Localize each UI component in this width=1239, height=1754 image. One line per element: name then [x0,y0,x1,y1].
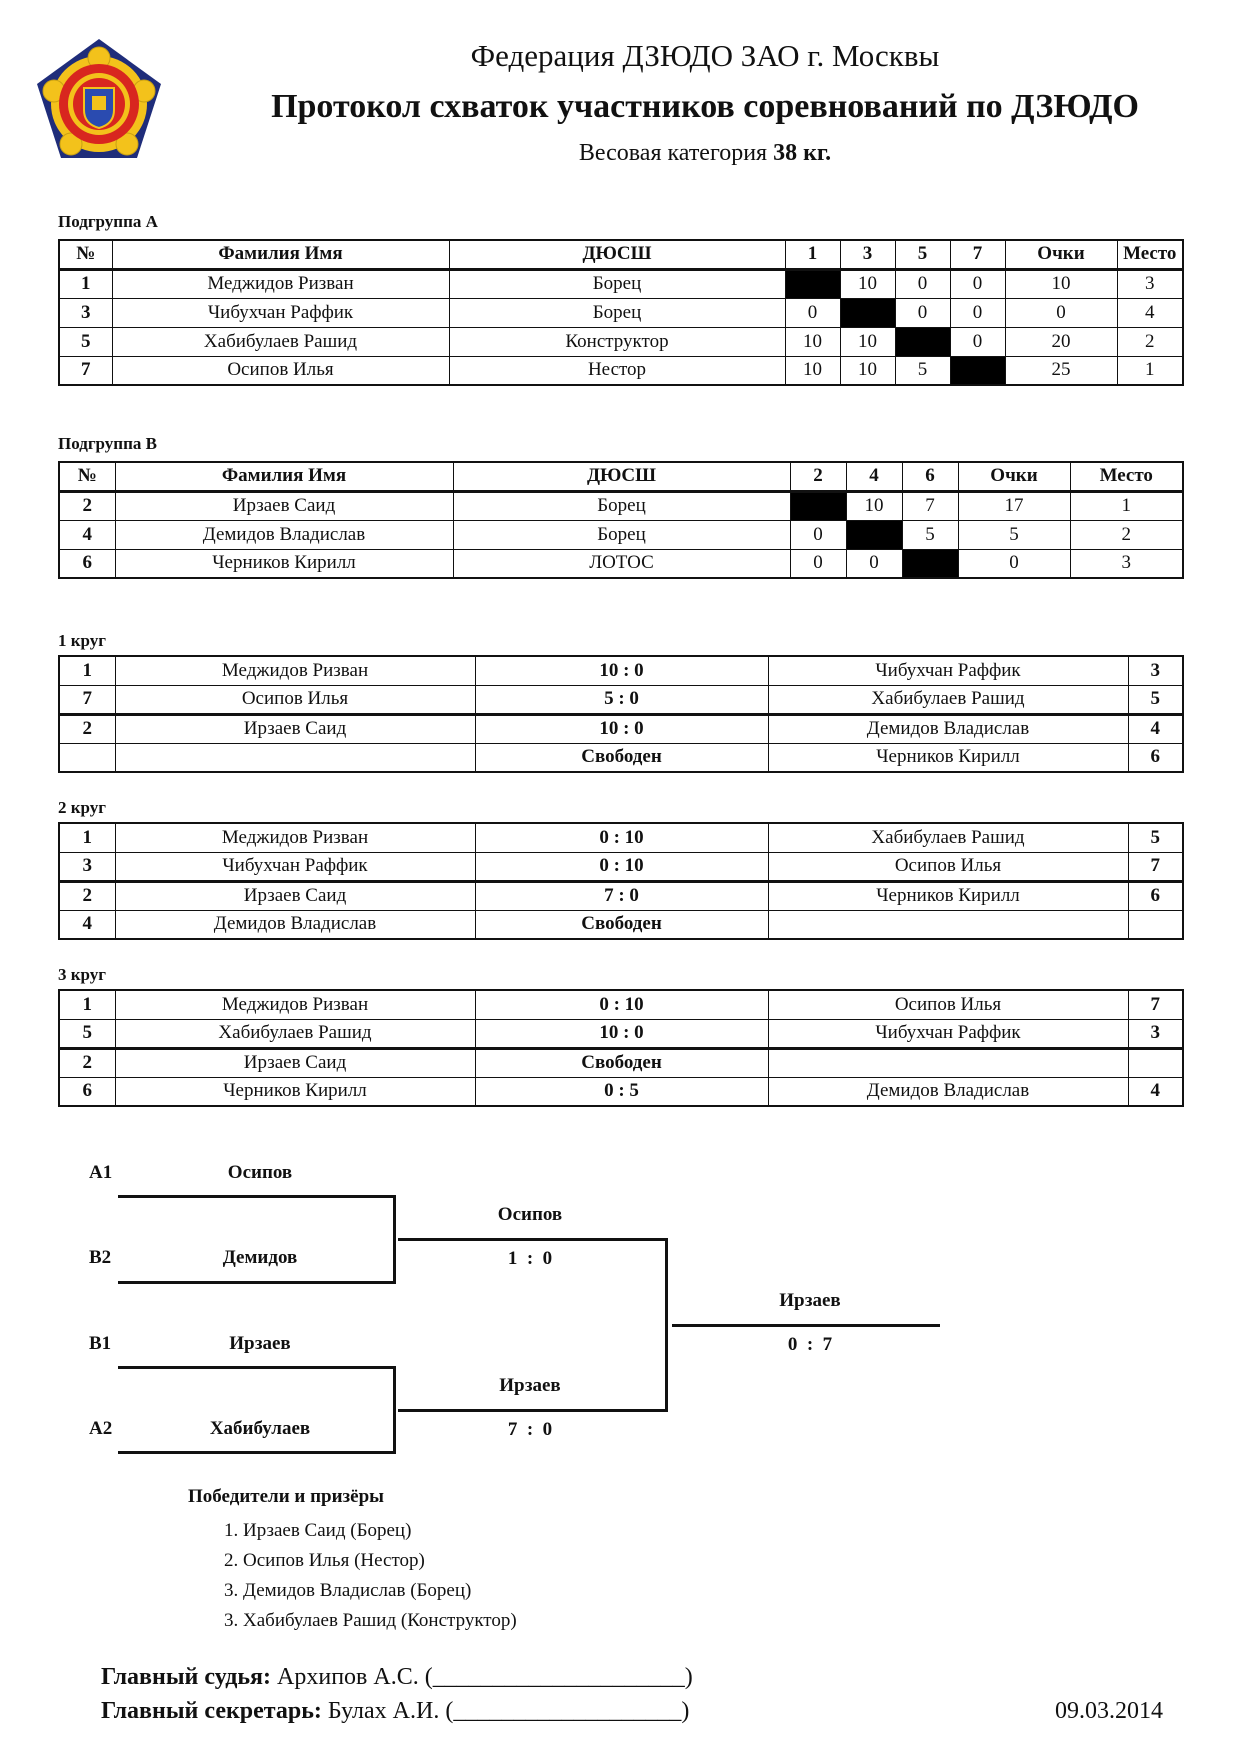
winners-section [188,1486,517,1636]
fighter1-number: 3 [59,852,115,881]
score-cell: 0 [895,269,950,298]
score-cell: 0 [950,327,1005,356]
participant-club: Борец [449,298,785,327]
blocked-cell [846,520,902,549]
table-row [59,714,1183,743]
match-score: 0 : 10 [475,823,768,852]
fighter1-name: Демидов Владислав [115,910,475,939]
participant-club: Борец [453,520,790,549]
list-item: 3. Демидов Владислав (Борец) [224,1580,472,1601]
column-header: Место [1070,462,1183,491]
seed-label: A1 [89,1162,113,1183]
weight-category-label: Весовая категория [578,140,768,166]
table-row [59,520,1183,549]
bracket-fighter-name: Осипов [227,1162,293,1183]
score-cell: 7 [902,491,958,520]
list-item: 3. Хабибулаев Рашид (Конструктор) [224,1610,517,1631]
score-cell: 5 [902,520,958,549]
bracket-line [398,1409,668,1412]
winners-title: Победители и призёры [188,1486,385,1507]
bracket-line [118,1195,396,1198]
table-row [59,743,1183,772]
table-row [59,823,1183,852]
fighter1-number: 7 [59,685,115,714]
place-cell: 4 [1117,298,1183,327]
bracket-fighter-name: Хабибулаев [209,1418,311,1439]
match-score: 7 : 0 [475,881,768,910]
round-2-table [58,822,1184,940]
round-1-label: 1 круг [58,631,106,650]
score-cell: 0 [846,549,902,578]
fighter1-name [115,743,475,772]
semifinal-score: 7 : 0 [507,1419,553,1440]
points-cell: 25 [1005,356,1117,385]
table-row [59,1048,1183,1077]
seed-label: B2 [89,1247,112,1268]
fighter1-number: 1 [59,656,115,685]
table-row [59,852,1183,881]
fighter1-name: Меджидов Ризван [115,656,475,685]
participant-number: 2 [59,491,115,520]
blocked-cell [902,549,958,578]
fighter2-name: Демидов Владислав [768,1077,1128,1106]
fighter2-number: 7 [1128,990,1183,1019]
blocked-cell [950,356,1005,385]
participant-name: Хабибулаев Рашид [112,327,449,356]
fighter1-name: Хабибулаев Рашид [115,1019,475,1048]
participant-club: ЛОТОС [453,549,790,578]
match-score: 10 : 0 [475,714,768,743]
score-cell: 10 [840,327,895,356]
fighter2-number: 7 [1128,852,1183,881]
score-cell: 10 [840,356,895,385]
fighter1-name: Меджидов Ризван [115,990,475,1019]
participant-number: 6 [59,549,115,578]
table-row [59,491,1183,520]
fighter2-number: 3 [1128,656,1183,685]
fighter1-number: 2 [59,714,115,743]
fighter2-number: 5 [1128,823,1183,852]
match-score: 0 : 5 [475,1077,768,1106]
fighter2-number [1128,1048,1183,1077]
blocked-cell [895,327,950,356]
semifinal-winner-name: Осипов [497,1204,563,1225]
round-3-label: 3 круг [58,965,106,984]
final-score: 0 : 7 [787,1334,833,1355]
fighter2-number: 4 [1128,1077,1183,1106]
match-score: 0 : 10 [475,852,768,881]
score-cell: 0 [790,520,846,549]
match-score: Свободен [475,910,768,939]
place-cell: 2 [1070,520,1183,549]
column-header: 7 [950,240,1005,269]
participant-name: Чибухчан Раффик [112,298,449,327]
fighter1-number: 5 [59,1019,115,1048]
match-score: 10 : 0 [475,1019,768,1048]
participant-number: 1 [59,269,112,298]
chief-judge-value: Архипов А.С. (_____________________) [277,1664,693,1690]
participant-name: Демидов Владислав [115,520,453,549]
fighter2-number: 4 [1128,714,1183,743]
fighter1-name: Черников Кирилл [115,1077,475,1106]
fighter2-name: Демидов Владислав [768,714,1128,743]
protocol-date: 09.03.2014 [1055,1698,1163,1724]
score-cell: 0 [790,549,846,578]
fighter2-name: Хабибулаев Рашид [768,685,1128,714]
final-winner-name: Ирзаев [779,1290,841,1311]
fighter2-number [1128,910,1183,939]
participant-name: Меджидов Ризван [112,269,449,298]
fighter2-number: 3 [1128,1019,1183,1048]
score-cell: 10 [846,491,902,520]
bracket-line [398,1238,668,1241]
table-row [59,269,1183,298]
place-cell: 1 [1117,356,1183,385]
fighter2-name: Чибухчан Раффик [768,1019,1128,1048]
column-header: № [59,462,115,491]
seed-label: A2 [89,1418,113,1439]
match-score: Свободен [475,1048,768,1077]
fighter1-number [59,743,115,772]
score-cell: 0 [895,298,950,327]
participant-number: 4 [59,520,115,549]
points-cell: 17 [958,491,1070,520]
chief-secretary-label: Главный секретарь: [101,1698,322,1724]
fighter1-number: 1 [59,990,115,1019]
place-cell: 3 [1117,269,1183,298]
column-header: 5 [895,240,950,269]
points-cell: 5 [958,520,1070,549]
fighter1-number: 1 [59,823,115,852]
group-a-header-row [59,240,1183,269]
bracket-fighter-name: Демидов [222,1247,298,1268]
fighter1-number: 6 [59,1077,115,1106]
weight-category-value: 38 кг. [773,140,832,166]
fighter2-name: Черников Кирилл [768,743,1128,772]
semifinal-winner-name: Ирзаев [499,1375,561,1396]
group-a-label: Подгруппа А [58,212,158,231]
score-cell: 0 [950,298,1005,327]
column-header: Очки [1005,240,1117,269]
round-3-table [58,989,1184,1107]
column-header: 6 [902,462,958,491]
fighter1-name: Ирзаев Саид [115,714,475,743]
seed-label: B1 [89,1333,112,1354]
column-header: 4 [846,462,902,491]
score-cell: 0 [785,298,840,327]
federation-name: Федерация ДЗЮДО ЗАО г. Москвы [470,38,940,73]
score-cell: 10 [785,356,840,385]
fighter1-name: Меджидов Ризван [115,823,475,852]
table-row [59,327,1183,356]
table-row [59,356,1183,385]
chief-secretary-value: Булах А.И. (___________________) [327,1698,690,1724]
fighter1-name: Ирзаев Саид [115,1048,475,1077]
match-score: 0 : 10 [475,990,768,1019]
match-score: Свободен [475,743,768,772]
column-header: ДЮСШ [449,240,785,269]
winners-list [224,1516,517,1636]
table-row [59,298,1183,327]
bracket-line [665,1238,668,1412]
chief-secretary-signature [101,1698,689,1725]
bracket-line [393,1195,396,1284]
bracket-line [118,1366,396,1369]
points-cell: 10 [1005,269,1117,298]
weight-category [170,140,1239,167]
points-cell: 0 [1005,298,1117,327]
column-header: Фамилия Имя [112,240,449,269]
group-b-table [58,461,1184,579]
table-row [59,549,1183,578]
place-cell: 1 [1070,491,1183,520]
score-cell: 0 [950,269,1005,298]
group-a-table [58,239,1184,386]
participant-club: Нестор [449,356,785,385]
fighter2-number: 6 [1128,743,1183,772]
fighter1-number: 4 [59,910,115,939]
fighter2-name: Осипов Илья [768,990,1128,1019]
chief-judge-signature [101,1664,693,1691]
table-row [59,1077,1183,1106]
match-score: 5 : 0 [475,685,768,714]
column-header: Место [1117,240,1183,269]
column-header: ДЮСШ [453,462,790,491]
fighter1-number: 2 [59,1048,115,1077]
score-cell: 10 [840,269,895,298]
round-1-table [58,655,1184,773]
blocked-cell [840,298,895,327]
participant-name: Осипов Илья [112,356,449,385]
table-row [59,881,1183,910]
participant-name: Ирзаев Саид [115,491,453,520]
match-score: 10 : 0 [475,656,768,685]
fighter1-name: Чибухчан Раффик [115,852,475,881]
chief-judge-label: Главный судья: [101,1664,272,1690]
participant-number: 3 [59,298,112,327]
list-item: 1. Ирзаев Саид (Борец) [224,1520,412,1541]
participant-number: 7 [59,356,112,385]
bracket-line [393,1366,396,1454]
score-cell: 5 [895,356,950,385]
bracket-line [118,1281,396,1284]
fighter2-name: Осипов Илья [768,852,1128,881]
place-cell: 3 [1070,549,1183,578]
participant-club: Борец [453,491,790,520]
fighter2-name [768,1048,1128,1077]
column-header: Фамилия Имя [115,462,453,491]
fighter2-name [768,910,1128,939]
column-header: № [59,240,112,269]
fighter2-number: 6 [1128,881,1183,910]
column-header: 1 [785,240,840,269]
list-item: 2. Осипов Илья (Нестор) [224,1550,425,1571]
column-header: 3 [840,240,895,269]
place-cell: 2 [1117,327,1183,356]
table-row [59,656,1183,685]
group-b-label: Подгруппа В [58,434,157,453]
fighter2-number: 5 [1128,685,1183,714]
semifinal-score: 1 : 0 [507,1248,553,1269]
table-row [59,910,1183,939]
table-row [59,1019,1183,1048]
bracket-line [672,1324,940,1327]
bracket-fighter-name: Ирзаев [229,1333,291,1354]
group-b-header-row [59,462,1183,491]
round-2-label: 2 круг [58,798,106,817]
fighter1-number: 2 [59,881,115,910]
participant-club: Борец [449,269,785,298]
fighter1-name: Ирзаев Саид [115,881,475,910]
bracket-line [118,1451,396,1454]
federation-emblem-logo [34,36,164,166]
participant-number: 5 [59,327,112,356]
blocked-cell [790,491,846,520]
participant-club: Конструктор [449,327,785,356]
fighter2-name: Черников Кирилл [768,881,1128,910]
fighter2-name: Чибухчан Раффик [768,656,1128,685]
points-cell: 0 [958,549,1070,578]
score-cell: 10 [785,327,840,356]
protocol-title: Протокол схваток участников соревнований по ДЗЮДО [271,88,1139,125]
participant-name: Черников Кирилл [115,549,453,578]
blocked-cell [785,269,840,298]
fighter1-name: Осипов Илья [115,685,475,714]
table-row [59,990,1183,1019]
column-header: Очки [958,462,1070,491]
table-row [59,685,1183,714]
column-header: 2 [790,462,846,491]
fighter2-name: Хабибулаев Рашид [768,823,1128,852]
points-cell: 20 [1005,327,1117,356]
